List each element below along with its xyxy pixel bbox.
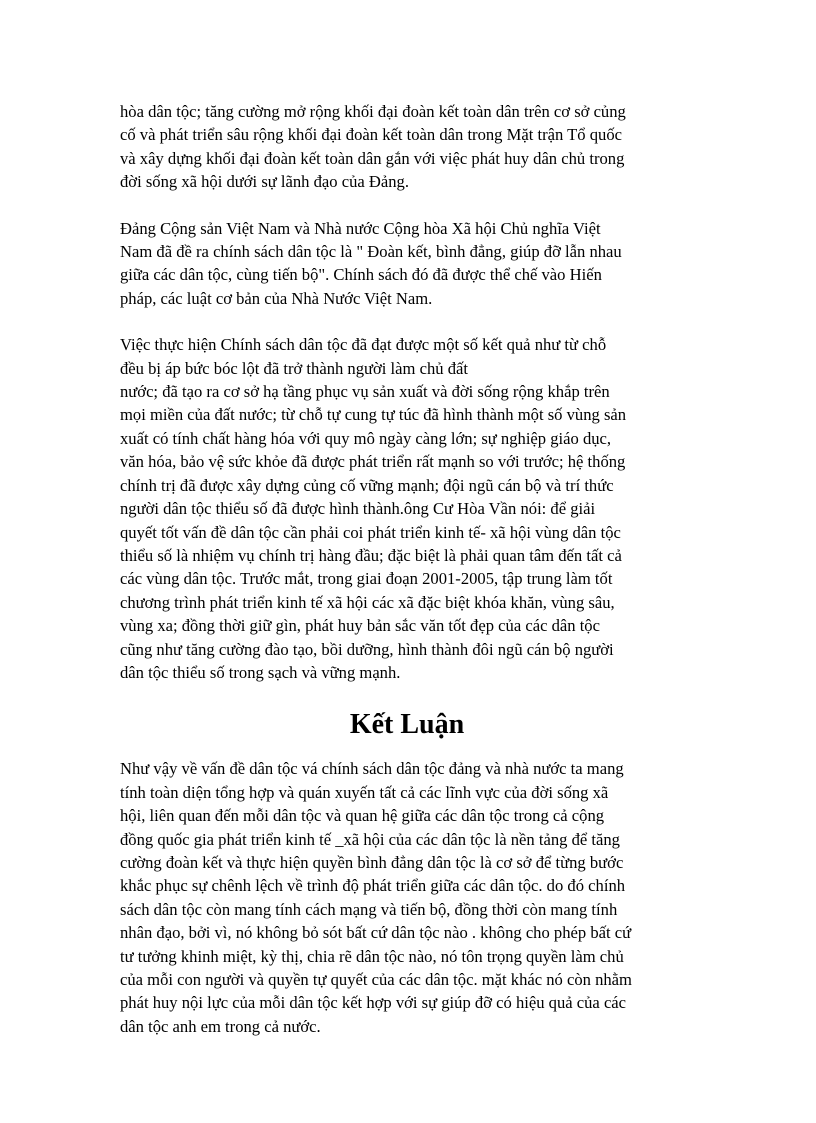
text-line: khắc phục sự chênh lệch về trình độ phát triển giữa các dân tộc. do đó chính [120, 876, 626, 896]
text-line: đồng quốc gia phát triển kinh tế _xã hội của các dân tộc là nền tảng để tăng [120, 829, 620, 849]
text-line: đời sống xã hội dưới sự lãnh đạo của Đảng. [120, 172, 410, 192]
text-line: chính trị đã được xây dựng củng cố vững mạnh; đội ngũ cán bộ và trí thức [120, 475, 614, 495]
text-line: của mỗi con người và quyền tự quyết của các dân tộc. mặt khác nó còn nhằm [120, 970, 632, 989]
text-line: phát huy nội lực của mỗi dân tộc kết hợp với sự giúp đỡ có hiệu quả của các [120, 993, 627, 1013]
text-line: thiểu số là nhiệm vụ chính trị hàng đầu; đặc biệt là phải quan tâm đến tất cả [120, 545, 622, 565]
text-line: hội, liên quan đến mỗi dân tộc và quan hệ giữa các dân tộc trong cả cộng [120, 806, 605, 826]
paragraph-2 [120, 217, 710, 311]
text-line: hòa dân tộc; tăng cường mở rộng khối đại đoàn kết toàn dân trên cơ sở củng [120, 102, 626, 121]
text-line: cũng như tăng cường đào tạo, bồi dưỡng, hình thành đôi ngũ cán bộ người [120, 639, 614, 659]
text-line: xuất có tính chất hàng hóa với quy mô ngày càng lớn; sự nghiệp giáo dục, [120, 428, 612, 448]
paragraph-4 [120, 757, 710, 1038]
text-line: đều bị áp bức bóc lột đã trở thành người làm chủ đất [120, 358, 468, 378]
text-line: cố và phát triển sâu rộng khối đại đoàn kết toàn dân trong Mặt trận Tổ quốc [120, 125, 622, 145]
text-line: quyết tốt vấn đề dân tộc cần phải coi phát triển kinh tế- xã hội vùng dân tộc [120, 522, 621, 542]
text-line: nhân đạo, bởi vì, nó không bỏ sót bất cứ dân tộc nào . không cho phép bất cứ [120, 923, 632, 943]
document-body [120, 100, 710, 1061]
text-line: và xây dựng khối đại đoàn kết toàn dân gắn với việc phát huy dân chủ trong [120, 148, 625, 168]
paragraph-1 [120, 100, 710, 194]
text-line: Việc thực hiện Chính sách dân tộc đã đạt được một số kết quả như từ chỗ [120, 335, 607, 355]
text-line: Như vậy về vấn đề dân tộc vá chính sách dân tộc đảng và nhà nước ta mang [120, 759, 624, 779]
text-line: người dân tộc thiểu số đã được hình thành.ông Cư Hòa Vần nói: để giải [120, 499, 596, 519]
text-line: tư tưởng khinh miệt, kỳ thị, chia rẽ dân tộc nào, nó tôn trọng quyền làm chủ [120, 946, 624, 966]
text-line: Nam đã đề ra chính sách dân tộc là " Đoàn kết, bình đẳng, giúp đỡ lẫn nhau [120, 242, 622, 262]
section-heading: Kết Luận [349, 709, 465, 741]
text-line: dân tộc thiểu số trong sạch và vững mạnh. [120, 662, 401, 682]
text-line: dân tộc anh em trong cả nước. [120, 1016, 321, 1036]
text-line: sách dân tộc còn mang tính cách mạng và tiến bộ, đồng thời còn mang tính [120, 899, 618, 919]
text-line: vùng xa; đồng thời giữ gìn, phát huy bản sắc văn tốt đẹp của các dân tộc [120, 616, 600, 636]
text-line: nước; đã tạo ra cơ sở hạ tầng phục vụ sản xuất và đời sống rộng khắp trên [120, 382, 610, 402]
text-line: mọi miền của đất nước; từ chỗ tự cung tự túc đã hình thành một số vùng sản [120, 405, 627, 425]
text-line: Đảng Cộng sản Việt Nam và Nhà nước Cộng hòa Xã hội Chủ nghĩa Việt [120, 218, 601, 238]
text-line: các vùng dân tộc. Trước mắt, trong giai đoạn 2001-2005, tập trung làm tốt [120, 569, 613, 589]
text-line: giữa các dân tộc, cùng tiến bộ". Chính sách đó đã được thể chế vào Hiến [120, 265, 602, 285]
text-line: tính toàn diện tổng hợp và quán xuyến tất cả các lĩnh vực của đời sống xã [120, 782, 609, 802]
text-line: chương trình phát triển kinh tế xã hội các xã đặc biệt khóa khăn, vùng sâu, [120, 592, 615, 612]
text-line: cường đoàn kết và thực hiện quyền bình đẳng dân tộc là cơ sở để từng bước [120, 852, 624, 872]
text-line: pháp, các luật cơ bản của Nhà Nước Việt Nam. [120, 288, 433, 308]
text-line: văn hóa, bảo vệ sức khỏe đã được phát triển rất mạnh so với trước; hệ thống [120, 452, 626, 472]
paragraph-3 [120, 333, 710, 684]
